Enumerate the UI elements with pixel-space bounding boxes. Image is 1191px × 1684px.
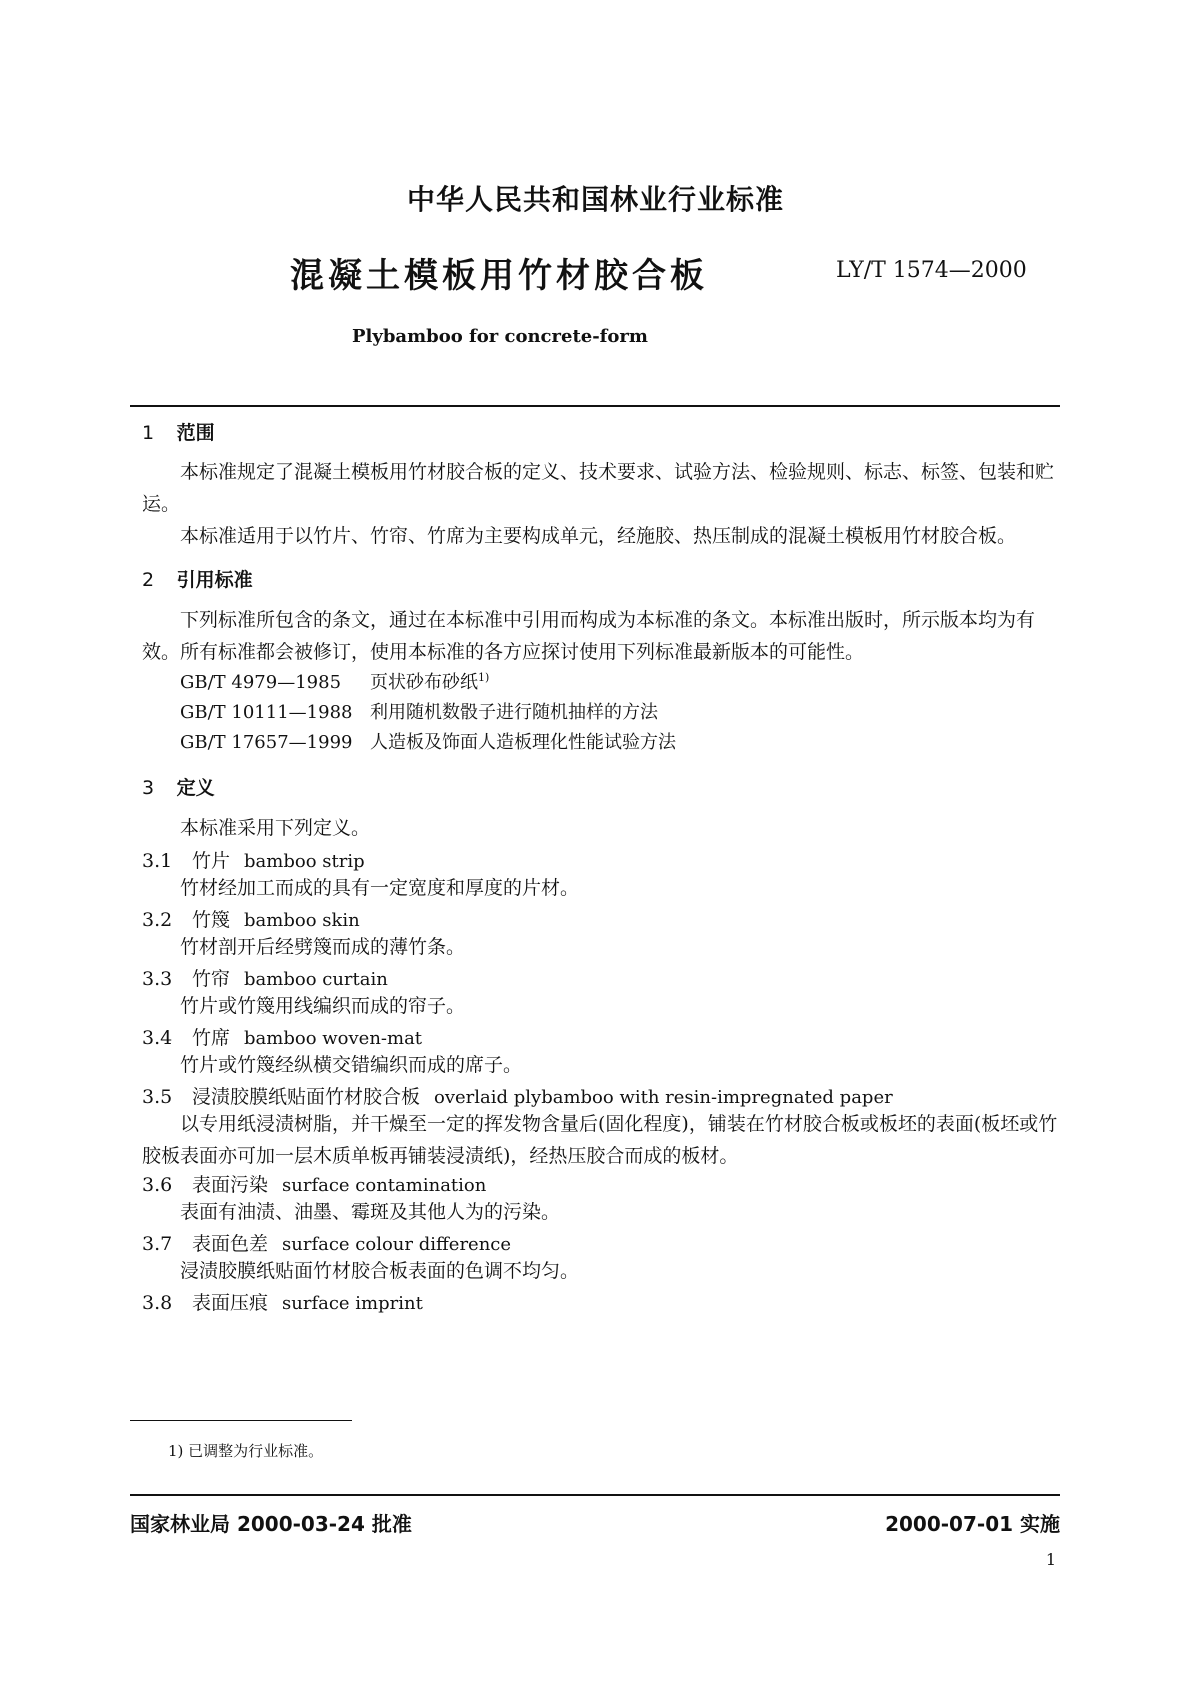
standard-code: LY/T 1574—2000 [836,258,1027,283]
reference-title: 利用随机数骰子进行随机抽样的方法 [370,702,658,723]
effective-date: 2000-07-01 实施 [885,1512,1060,1536]
definition-3-5-body: 以专用纸浸渍树脂，并干燥至一定的挥发物含量后(固化程度)，铺装在竹材胶合板或板坯的表面(板坯或竹胶板表面亦可加一层木质单板再铺装浸渍纸)，经热压胶合而成的板材。 [142,1113,1058,1167]
definition-term-en: bamboo woven-mat [244,1028,423,1049]
standard-title-en: Plybamboo for concrete-form [352,326,648,347]
definition-term-zh: 竹席 [192,1027,231,1049]
section-1-paragraph-1: 本标准规定了混凝土模板用竹材胶合板的定义、技术要求、试验方法、检验规则、标志、标签、包装和贮运。 [142,461,1055,515]
definition-term-zh: 表面色差 [192,1233,269,1255]
definition-3-4 [142,1023,422,1050]
definition-number: 3.2 [142,909,173,931]
definition-3-6-body: 表面有油渍、油墨、霉斑及其他人为的污染。 [180,1201,561,1223]
definition-term-zh: 表面压痕 [192,1292,269,1314]
definition-term-en: overlaid plybamboo with resin-impregnated paper [434,1087,893,1108]
header-divider [130,405,1060,407]
footnote-marker: 1) [478,671,490,684]
section-1-paragraph-2: 本标准适用于以竹片、竹帘、竹席为主要构成单元，经施胶、热压制成的混凝土模板用竹材胶合板。 [180,525,1017,547]
section-3-heading [142,773,215,800]
definition-term-zh: 竹片 [192,850,231,872]
footnote-divider [130,1420,352,1421]
reference-code: GB/T 10111—1988 [180,702,353,723]
definition-term-en: surface imprint [282,1293,423,1314]
page-number: 1 [1045,1550,1056,1569]
definition-number: 3.6 [142,1174,173,1196]
reference-item [180,698,658,724]
issuer-title: 中华人民共和国林业行业标准 [406,183,784,216]
section-3-intro: 本标准采用下列定义。 [180,817,371,839]
definition-term-en: surface colour difference [282,1234,512,1255]
definition-3-1-body: 竹材经加工而成的具有一定宽度和厚度的片材。 [180,877,580,899]
section-number: 2 [142,569,155,591]
definition-3-8 [142,1288,423,1315]
section-1-heading [142,418,215,445]
definition-3-5 [142,1082,893,1109]
definition-term-zh: 浸渍胶膜纸贴面竹材胶合板 [192,1086,421,1108]
reference-code: GB/T 17657—1999 [180,732,353,753]
definition-number: 3.7 [142,1233,173,1255]
definition-3-2 [142,905,360,932]
reference-item [180,668,489,694]
definition-number: 3.4 [142,1027,173,1049]
definition-number: 3.8 [142,1292,173,1314]
section-number: 1 [142,422,155,444]
definition-3-2-body: 竹材剖开后经劈篾而成的薄竹条。 [180,936,466,958]
definition-number: 3.5 [142,1086,173,1108]
section-number: 3 [142,777,155,799]
footnote: 1) 已调整为行业标准。 [168,1442,324,1460]
definition-3-6 [142,1170,486,1197]
definition-term-zh: 竹篾 [192,909,231,931]
definition-term-zh: 竹帘 [192,968,231,990]
section-title: 范围 [176,422,215,444]
section-2-paragraph-1: 下列标准所包含的条文，通过在本标准中引用而构成为本标准的条文。本标准出版时，所示版本均为有效。所有标准都会被修订，使用本标准的各方应探讨使用下列标准最新版本的可能性。 [142,609,1036,663]
definition-3-1 [142,846,365,873]
definition-term-zh: 表面污染 [192,1174,269,1196]
section-2-heading [142,565,253,592]
section-title: 引用标准 [176,569,253,591]
definition-3-4-body: 竹片或竹篾经纵横交错编织而成的席子。 [180,1054,523,1076]
definition-term-en: bamboo skin [244,910,360,931]
definition-number: 3.1 [142,850,173,872]
definition-3-7-body: 浸渍胶膜纸贴面竹材胶合板表面的色调不均匀。 [180,1260,580,1282]
definition-3-3 [142,964,388,991]
section-title: 定义 [176,777,215,799]
reference-title: 页状砂布砂纸 [370,672,478,693]
reference-code: GB/T 4979—1985 [180,672,342,693]
reference-item [180,728,676,754]
definition-3-7 [142,1229,511,1256]
approval-line: 国家林业局 2000-03-24 批准 [130,1512,412,1536]
footer-divider [130,1494,1060,1496]
definition-number: 3.3 [142,968,173,990]
definition-term-en: surface contamination [282,1175,487,1196]
definition-3-3-body: 竹片或竹篾用线编织而成的帘子。 [180,995,466,1017]
definition-term-en: bamboo curtain [244,969,388,990]
standard-title-zh: 混凝土模板用竹材胶合板 [290,256,708,296]
reference-title: 人造板及饰面人造板理化性能试验方法 [370,732,676,753]
definition-term-en: bamboo strip [244,851,365,872]
